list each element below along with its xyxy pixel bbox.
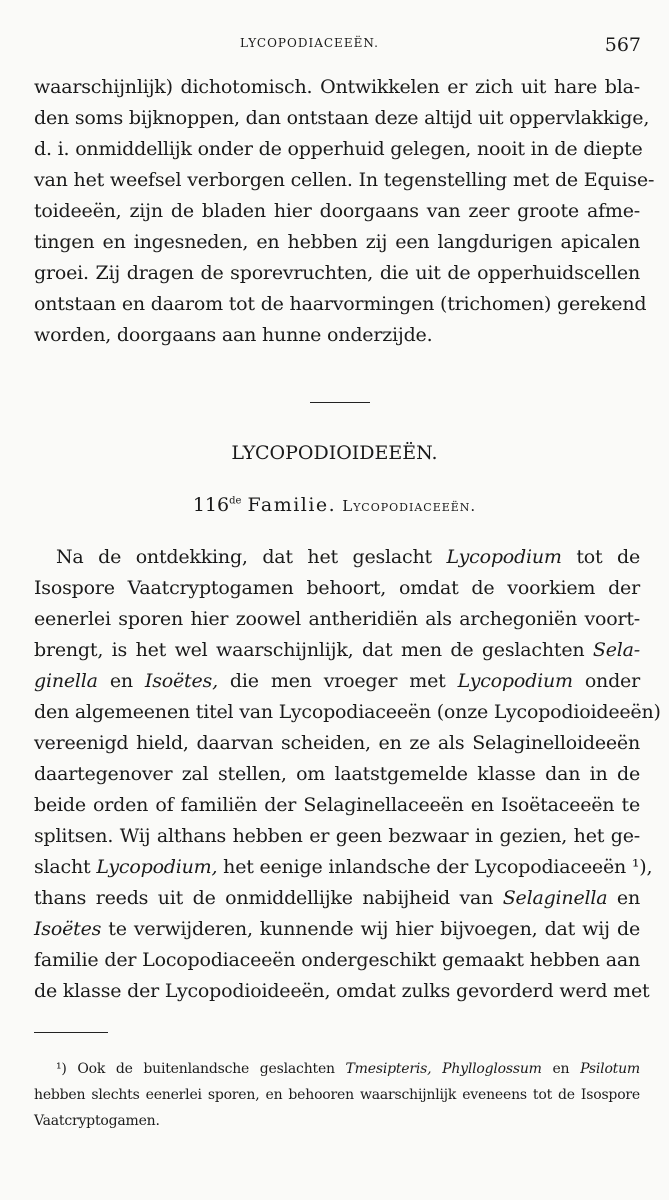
family-name: Lycopodiaceeën. [342, 497, 477, 515]
italic-text: Phylloglossum [442, 1061, 542, 1077]
text-line [34, 227, 640, 258]
text-segment: ¹) Ook de buitenlandsche geslachten [56, 1061, 346, 1077]
text-segment: ontstaan en daarom tot de haarvormingen (trichomen) gerekend [34, 293, 647, 315]
text-segment: groei. Zij dragen de sporevruchten, die uit de opperhuidscellen [34, 262, 640, 284]
text-segment: vereenigd hield, daarvan scheiden, en ze als Selaginelloideeën [34, 732, 640, 754]
page-number: 567 [604, 34, 641, 56]
text-line [34, 103, 650, 134]
text-segment: Vaatcryptogamen. [34, 1113, 160, 1129]
text-line [34, 573, 640, 604]
text-segment: Na de ontdekking, dat het geslacht [56, 546, 447, 568]
text-segment: eenerlei sporen hier zoowel antheridiën als archegoniën voort- [34, 608, 640, 630]
family-number-suffix: de [229, 495, 242, 507]
text-line [34, 1082, 640, 1108]
text-segment: en [607, 887, 640, 909]
text-line [34, 790, 640, 821]
running-title: LYCOPODIACEEËN. [240, 36, 379, 50]
text-segment: de klasse der Lycopodioideeën, omdat zulks gevorderd werd met [34, 980, 650, 1002]
footnote [34, 1056, 640, 1134]
text-segment: den algemeenen titel van Lycopodiaceeën (onze Lycopodioideeën) [34, 701, 661, 723]
italic-text: ginella [34, 670, 98, 692]
section-divider [310, 402, 370, 403]
text-segment: den soms bijknoppen, dan ontstaan deze altijd uit oppervlakkige, [34, 107, 650, 129]
text-line [34, 1108, 640, 1134]
text-segment: worden, doorgaans aan hunne onderzijde. [34, 324, 433, 346]
text-segment: Isospore Vaatcryptogamen behoort, omdat de voorkiem der [34, 577, 640, 599]
text-line [34, 821, 640, 852]
text-segment: daartegenover zal stellen, om laatstgemelde klasse dan in de [34, 763, 640, 785]
italic-text: Lycopodium [446, 546, 562, 568]
text-segment: brengt, is het wel waarschijnlijk, dat men de geslachten [34, 639, 593, 661]
text-line [34, 697, 661, 728]
text-line [34, 289, 647, 320]
text-segment: onder [572, 670, 640, 692]
text-line [34, 258, 640, 289]
text-line [34, 1056, 640, 1082]
text-line [34, 759, 640, 790]
text-line [34, 976, 650, 1007]
section-heading: LYCOPODIOIDEEËN. [231, 442, 438, 464]
italic-text: Selaginella [502, 887, 608, 909]
text-line [34, 635, 640, 666]
text-line [34, 852, 653, 883]
text-line [34, 320, 640, 351]
text-segment: hebben slechts eenerlei sporen, en behooren waarschijnlijk eveneens tot de Isospore [34, 1087, 640, 1103]
text-line [34, 914, 640, 945]
text-line [34, 883, 640, 914]
text-segment: slacht [34, 856, 97, 878]
text-segment: tot de [561, 546, 640, 568]
text-line [34, 945, 640, 976]
text-segment: familie der Locopodiaceeën ondergeschikt gemaakt hebben aan [34, 949, 640, 971]
text-segment: d. i. onmiddellijk onder de opperhuid gelegen, nooit in de diepte [34, 138, 643, 160]
text-segment: splitsen. Wij althans hebben er geen bezwaar in gezien, het ge- [34, 825, 640, 847]
family-heading [0, 494, 669, 516]
italic-text: Sela- [592, 639, 640, 661]
text-segment [431, 1061, 442, 1077]
italic-text: Lycopodium, [96, 856, 218, 878]
family-number: 116 [192, 494, 230, 516]
text-line [34, 542, 640, 573]
footnote-rule [34, 1032, 108, 1033]
paragraph-1 [34, 72, 655, 351]
text-line [34, 165, 655, 196]
text-line [34, 134, 643, 165]
text-segment: thans reeds uit de onmiddellijke nabijheid van [34, 887, 503, 909]
text-segment: tingen en ingesneden, en hebben zij een langdurigen apicalen [34, 231, 640, 253]
italic-text: Psilotum [580, 1061, 640, 1077]
text-segment: en [541, 1061, 581, 1077]
text-segment: en [97, 670, 145, 692]
text-segment: het eenige inlandsche der Lycopodiaceeën ¹), [217, 856, 653, 878]
italic-text: Lycopodium [457, 670, 573, 692]
text-line [34, 604, 640, 635]
text-segment: waarschijnlijk) dichotomisch. Ontwikkelen er zich uit hare bla- [34, 76, 640, 98]
text-line [34, 728, 640, 759]
italic-text: Isoëtes, [144, 670, 218, 692]
text-line [34, 196, 640, 227]
paragraph-2 [34, 542, 661, 1007]
text-segment: van het weefsel verborgen cellen. In tegenstelling met de Equise- [34, 169, 655, 191]
text-line [34, 72, 640, 103]
family-label: Familie. [247, 494, 337, 516]
text-line [34, 666, 640, 697]
page-header [0, 34, 669, 56]
text-segment: die men vroeger met [217, 670, 458, 692]
text-segment: toideeën, zijn de bladen hier doorgaans van zeer groote afme- [34, 200, 640, 222]
italic-text: Tmesipteris, [345, 1061, 432, 1077]
text-segment: beide orden of familiën der Selaginellaceeën en Isoëtaceeën te [34, 794, 640, 816]
italic-text: Isoëtes [34, 918, 102, 940]
text-segment: te verwijderen, kunnende wij hier bijvoegen, dat wij de [101, 918, 640, 940]
